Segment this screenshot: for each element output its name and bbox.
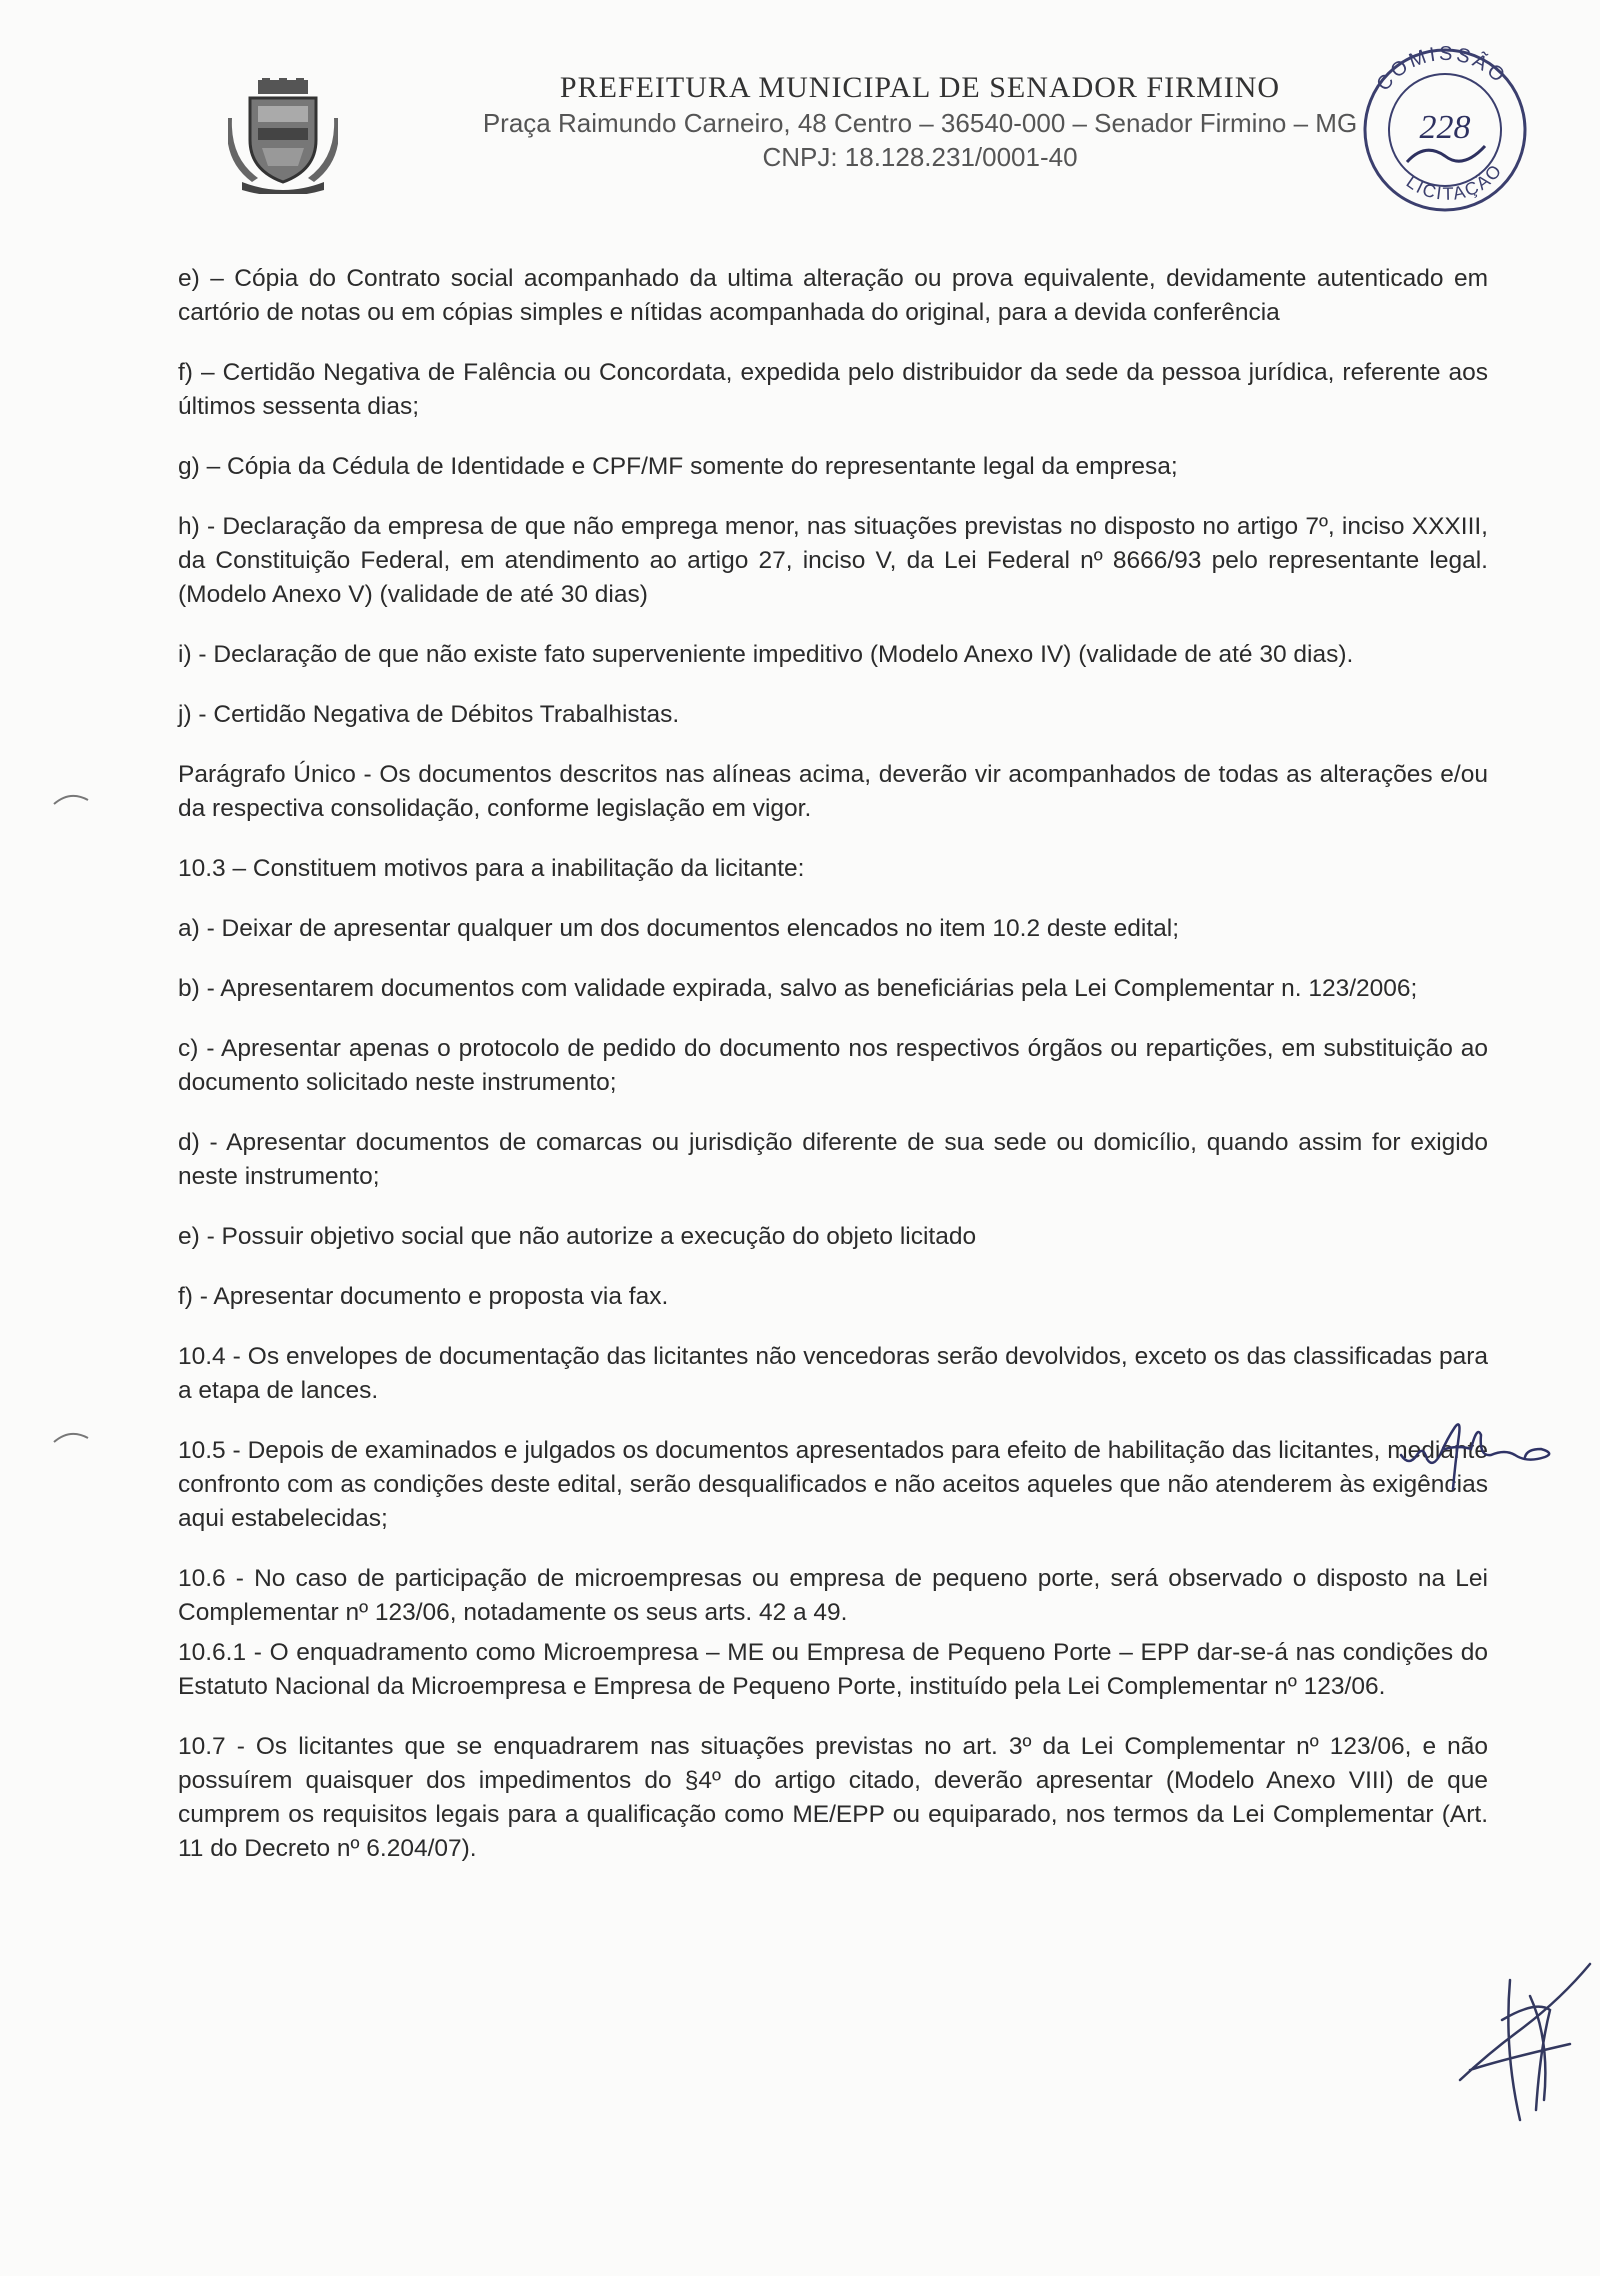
disqualification-c: c) - Apresentar apenas o protocolo de pedido do documento nos respectivos órgãos ou repartições, em substituição ao documento solicitado neste instrumento;: [178, 1035, 1488, 1096]
letterhead: [420, 70, 1420, 174]
clause-h-minor-declaration: h) - Declaração da empresa de que não emprega menor, nas situações previstas no disposto no artigo 7º, inciso XXXIII, da Constituição Federal, em atendimento ao artigo 27, inciso V, da Lei Federal nº 8666/93 pelo representante legal. (Modelo Anexo V) (validade de até 30 dias): [178, 513, 1488, 608]
municipality-address: Praça Raimundo Carneiro, 48 Centro – 36540-000 – Senador Firmino – MG: [482, 108, 1358, 138]
disqualification-d: d) - Apresentar documentos de comarcas ou jurisdição diferente de sua sede ou domicílio, quando assim for exigido neste instrumento;: [178, 1129, 1488, 1190]
handwritten-rubric: [1440, 1960, 1600, 2130]
section-10-7: 10.7 - Os licitantes que se enquadrarem nas situações previstas no art. 3º da Lei Complementar nº 123/06, e não possuírem quaisquer dos impedimentos do §4º do artigo citado, deverão apresentar (Modelo Anexo VIII) de que cumprem os requisitos legais para a qualificação como ME/EPP ou equiparado, nos termos da Lei Complementar (Art. 11 do Decreto nº 6.204/07).: [178, 1733, 1488, 1862]
sole-paragraph: Parágrafo Único - Os documentos descritos nas alíneas acima, deverão vir acompanhados de todas as alterações e/ou da respectiva consolidação, conforme legislação em vigor.: [178, 761, 1488, 822]
municipality-title: PREFEITURA MUNICIPAL DE SENADOR FIRMINO: [559, 71, 1281, 104]
disqualification-a: a) - Deixar de apresentar qualquer um dos documentos elencados no item 10.2 deste edital;: [178, 915, 1180, 942]
municipal-crest-icon: [228, 78, 338, 194]
margin-mark: [52, 1428, 92, 1448]
disqualification-e: e) - Possuir objetivo social que não autorize a execução do objeto licitado: [178, 1223, 977, 1250]
municipality-cnpj: CNPJ: 18.128.231/0001-40: [762, 142, 1078, 172]
stamp-bottom-text: LICITAÇÃO: [1402, 159, 1507, 204]
commission-stamp: [1345, 30, 1545, 220]
disqualification-b: b) - Apresentarem documentos com validade expirada, salvo as beneficiárias pela Lei Complementar n. 123/2006;: [178, 975, 1418, 1002]
svg-text:COMISSÃO: [1372, 43, 1511, 96]
section-10-4: 10.4 - Os envelopes de documentação das licitantes não vencedoras serão devolvidos, exceto os das classificadas para a etapa de lances.: [178, 1343, 1488, 1404]
disqualification-f: f) - Apresentar documento e proposta via fax.: [178, 1283, 669, 1310]
clause-i-supervening-fact: i) - Declaração de que não existe fato superveniente impeditivo (Modelo Anexo IV) (validade de até 30 dias).: [178, 641, 1354, 668]
clause-f-bankruptcy-certificate: f) – Certidão Negativa de Falência ou Concordata, expedida pelo distribuidor da sede da pessoa jurídica, referente aos últimos sessenta dias;: [178, 359, 1488, 420]
document-body: [178, 262, 1488, 1892]
section-10-6-1: 10.6.1 - O enquadramento como Microempresa – ME ou Empresa de Pequeno Porte – EPP dar-se-á nas condições do Estatuto Nacional da Microempresa e Empresa de Pequeno Porte, instituído pela Lei Complementar nº 123/06.: [178, 1639, 1488, 1700]
clause-j-labor-certificate: j) - Certidão Negativa de Débitos Trabalhistas.: [178, 701, 680, 728]
margin-mark: [52, 790, 92, 810]
clause-e-contract: e) – Cópia do Contrato social acompanhado da ultima alteração ou prova equivalente, devidamente autenticado em cartório de notas ou em cópias simples e nítidas acompanhada do original, para a devida conferência: [178, 265, 1488, 326]
section-10-5: 10.5 - Depois de examinados e julgados os documentos apresentados para efeito de habilitação das licitantes, mediante confronto com as condições deste edital, serão desqualificados e não aceitos aqueles que não atenderem às exigências aqui estabelecidas;: [178, 1437, 1488, 1532]
clause-g-identity-copy: g) – Cópia da Cédula de Identidade e CPF/MF somente do representante legal da empresa;: [178, 453, 1178, 480]
section-10-6: 10.6 - No caso de participação de microempresas ou empresa de pequeno porte, será observado o disposto na Lei Complementar nº 123/06, notadamente os seus arts. 42 a 49.: [178, 1565, 1488, 1626]
section-10-3-heading: 10.3 – Constituem motivos para a inabilitação da licitante:: [178, 855, 805, 882]
handwritten-initials: [1395, 1405, 1565, 1495]
stamp-number: 228: [1419, 109, 1471, 146]
stamp-top-text: COMISSÃO: [1372, 42, 1511, 96]
